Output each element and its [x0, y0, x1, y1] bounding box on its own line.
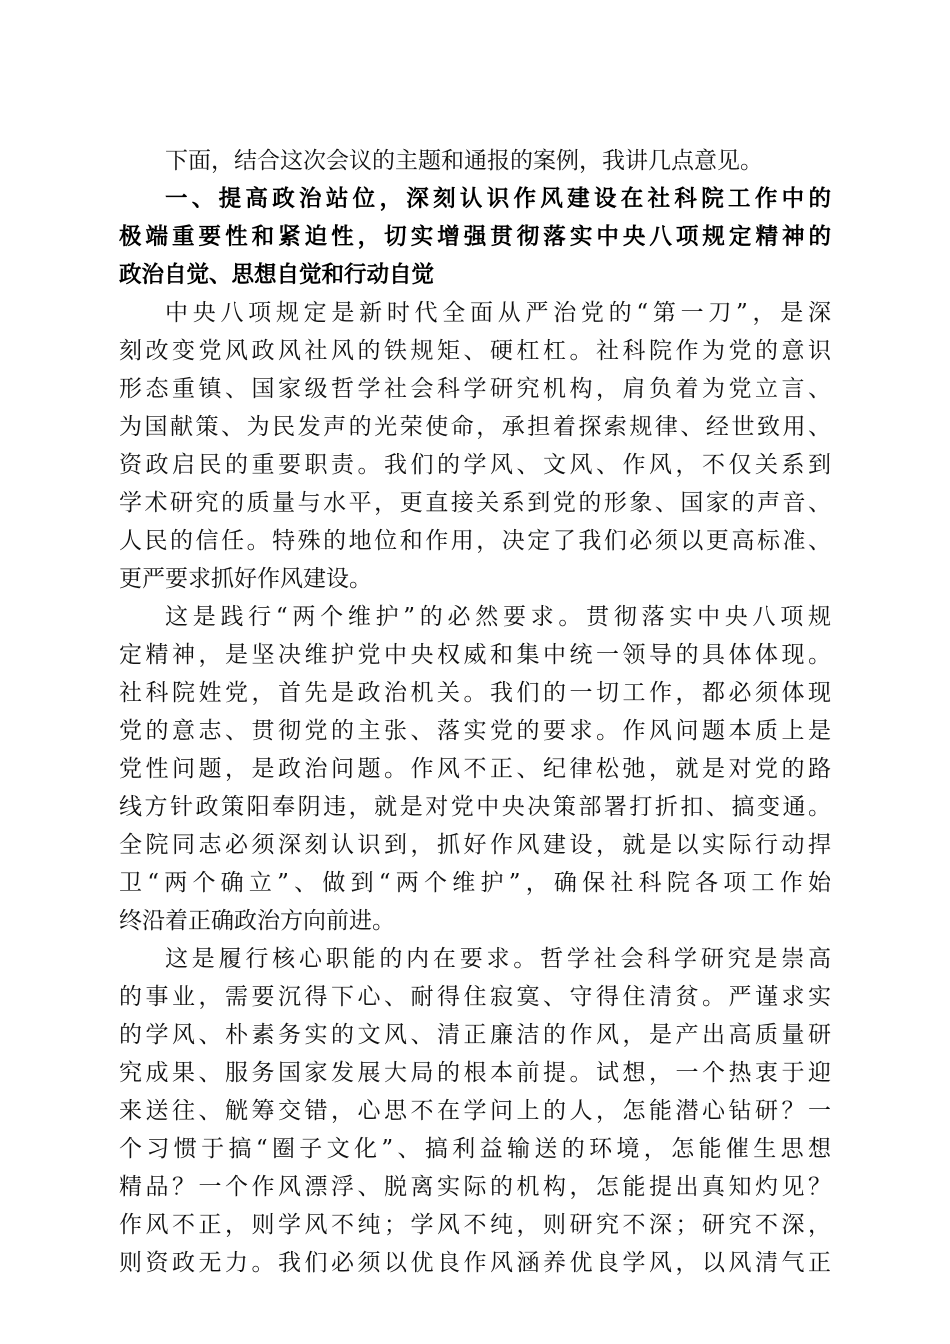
- paragraph-line: 资政启民的重要职责。我们的学风、文风、作风，不仅关系到: [119, 452, 831, 478]
- paragraph-line: 全院同志必须深刻认识到，抓好作风建设，就是以实际行动捍: [119, 832, 831, 858]
- paragraph-line: 党的意志、贯彻党的主张、落实党的要求。作风问题本质上是: [119, 718, 831, 744]
- paragraph-line: 学术研究的质量与水平，更直接关系到党的形象、国家的声音、: [119, 490, 831, 516]
- paragraph-line: 形态重镇、国家级哲学社会科学研究机构，肩负着为党立言、: [119, 376, 831, 402]
- document-page: [119, 142, 831, 1282]
- paragraph-line: 刻改变党风政风社风的铁规矩、硬杠杠。社科院作为党的意识: [119, 338, 831, 364]
- paragraph-line: 为国献策、为民发声的光荣使命，承担着探索规律、经世致用、: [119, 414, 831, 440]
- paragraph-line: 人民的信任。特殊的地位和作用，决定了我们必须以更高标准、: [119, 528, 831, 554]
- paragraph-line: 则资政无力。我们必须以优良作风涵养优良学风，以风清气正: [119, 1250, 831, 1276]
- paragraph-line: 的事业，需要沉得下心、耐得住寂寞、守得住清贫。严谨求实: [119, 984, 831, 1010]
- paragraph-line: 定精神，是坚决维护党中央权威和集中统一领导的具体体现。: [119, 642, 831, 668]
- paragraph-line: 精品？一个作风漂浮、脱离实际的机构，怎能提出真知灼见？: [119, 1174, 831, 1200]
- paragraph-line: 究成果、服务国家发展大局的根本前提。试想，一个热衷于迎: [119, 1060, 831, 1086]
- section-heading-line-1: 一、提高政治站位，深刻认识作风建设在社科院工作中的: [165, 186, 831, 212]
- paragraph-line: 终沿着正确政治方向前进。: [119, 908, 395, 934]
- paragraph-line: 党性问题，是政治问题。作风不正、纪律松弛，就是对党的路: [119, 756, 831, 782]
- paragraph-line: 卫“两个确立”、做到“两个维护”，确保社科院各项工作始: [119, 870, 831, 896]
- intro-line: 下面，结合这次会议的主题和通报的案例，我讲几点意见。: [165, 148, 763, 174]
- paragraph-line: 更严要求抓好作风建设。: [119, 566, 372, 592]
- paragraph-2: [119, 598, 831, 940]
- paragraph-line: 来送往、觥筹交错，心思不在学问上的人，怎能潜心钻研？一: [119, 1098, 831, 1124]
- paragraph-line: 线方针政策阳奉阴违，就是对党中央决策部署打折扣、搞变通。: [119, 794, 831, 820]
- paragraph-line: 这是践行“两个维护”的必然要求。贯彻落实中央八项规: [165, 604, 831, 630]
- paragraph-line: 社科院姓党，首先是政治机关。我们的一切工作，都必须体现: [119, 680, 831, 706]
- paragraph-line: 这是履行核心职能的内在要求。哲学社会科学研究是崇高: [165, 946, 831, 972]
- paragraph-line: 的学风、朴素务实的文风、清正廉洁的作风，是产出高质量研: [119, 1022, 831, 1048]
- paragraph-3: [119, 940, 831, 1282]
- paragraph-1: [119, 294, 831, 598]
- paragraph-line: 作风不正，则学风不纯；学风不纯，则研究不深；研究不深，: [119, 1212, 831, 1238]
- paragraph-line: 个习惯于搞“圈子文化”、搞利益输送的环境，怎能催生思想: [119, 1136, 831, 1162]
- paragraph-line: 中央八项规定是新时代全面从严治党的“第一刀”，是深: [165, 300, 831, 326]
- section-heading-line-2: 极端重要性和紧迫性，切实增强贯彻落实中央八项规定精神的: [119, 224, 831, 250]
- section-heading-line-3: 政治自觉、思想自觉和行动自觉: [119, 262, 435, 288]
